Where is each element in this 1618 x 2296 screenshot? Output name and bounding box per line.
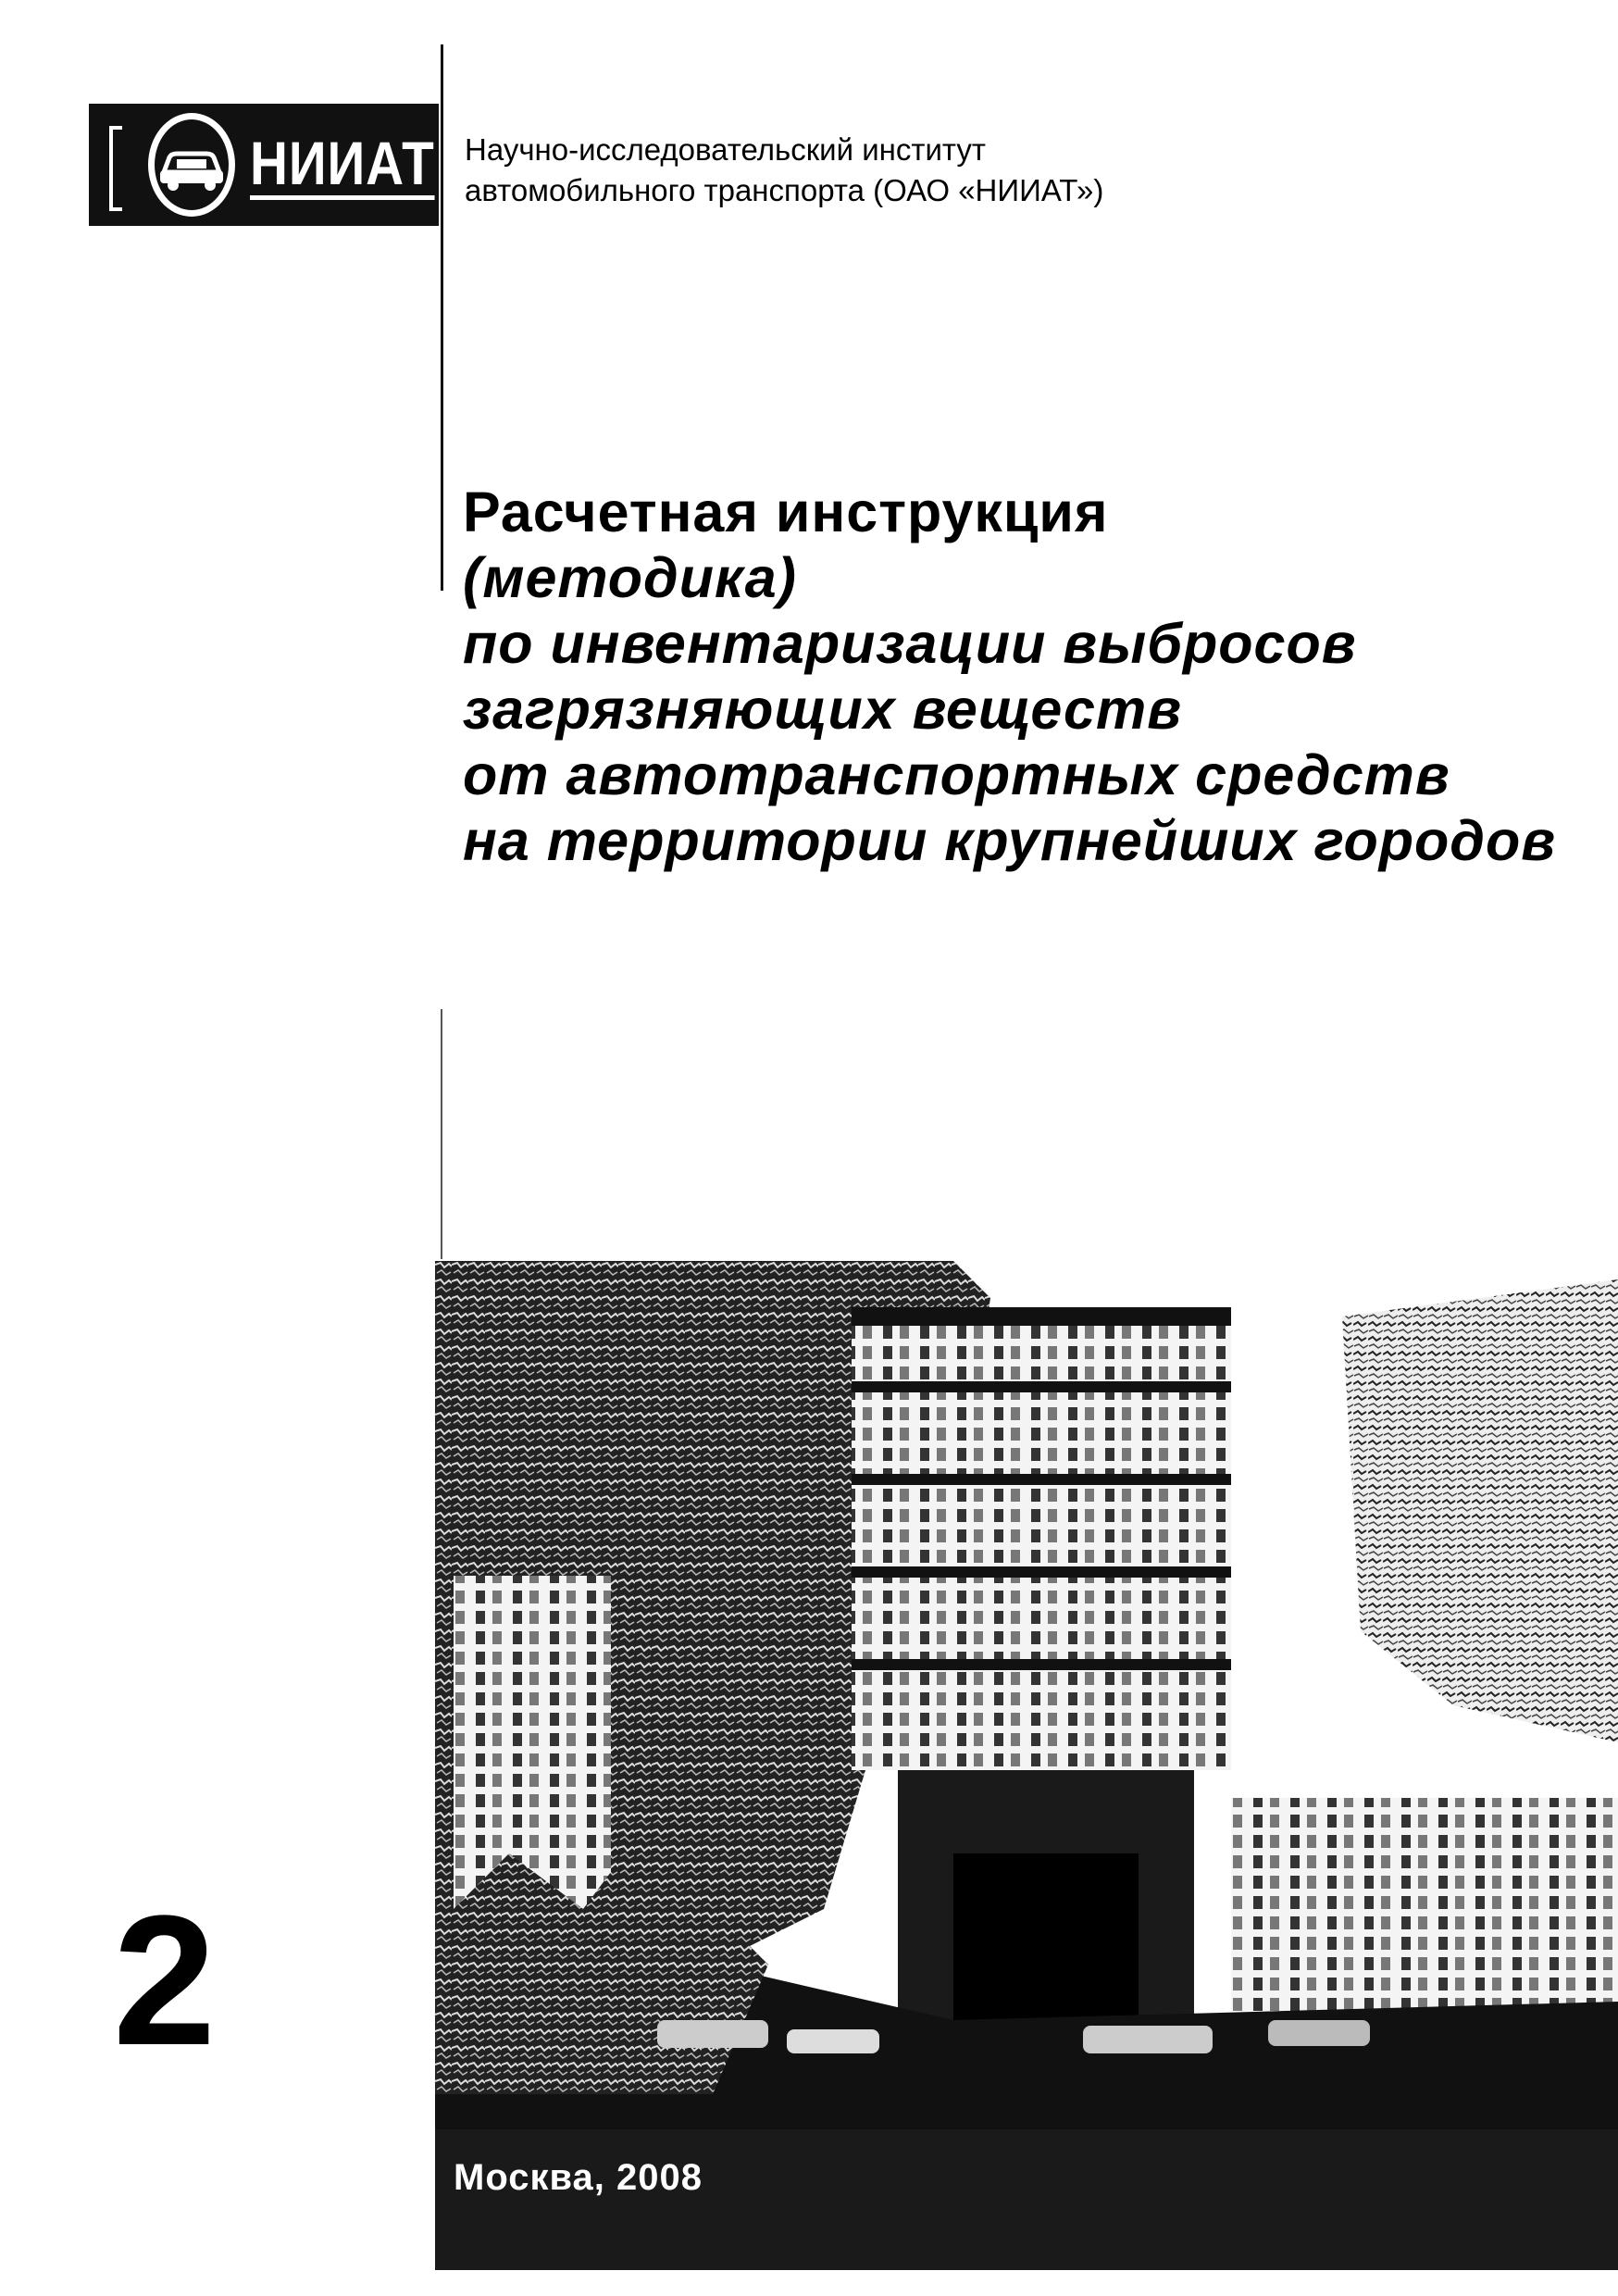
institute-line-2: автомобильного транспорта (ОАО «НИИАТ») [465, 173, 1104, 207]
car-in-circle-icon [148, 113, 235, 217]
left-vertical-rule [441, 44, 443, 591]
logo-wordmark: НИИАТ [250, 131, 435, 200]
title-line-1: Расчетная инструкция [463, 480, 1109, 543]
title-line-2: (методика) [463, 546, 797, 609]
footer-band [435, 2129, 1618, 2270]
institute-line-1: Научно-исследовательский институт [465, 132, 987, 167]
document-title [463, 480, 1556, 874]
logo-bracket [109, 126, 122, 211]
volume-number: 2 [113, 1878, 217, 2084]
title-line-5: от автотранспортных средств [463, 743, 1450, 806]
title-line-3: по инвентаризации выбросов [463, 612, 1357, 675]
institute-building-photo [435, 1261, 1618, 2129]
institute-name [465, 130, 1103, 211]
city-year: Москва, 2008 [454, 2157, 703, 2198]
title-line-4: загрязняющих веществ [463, 678, 1183, 741]
title-line-6: на территории крупнейших городов [463, 809, 1557, 872]
left-vertical-rule-lower [441, 1009, 442, 1259]
niiat-logo [89, 104, 439, 226]
